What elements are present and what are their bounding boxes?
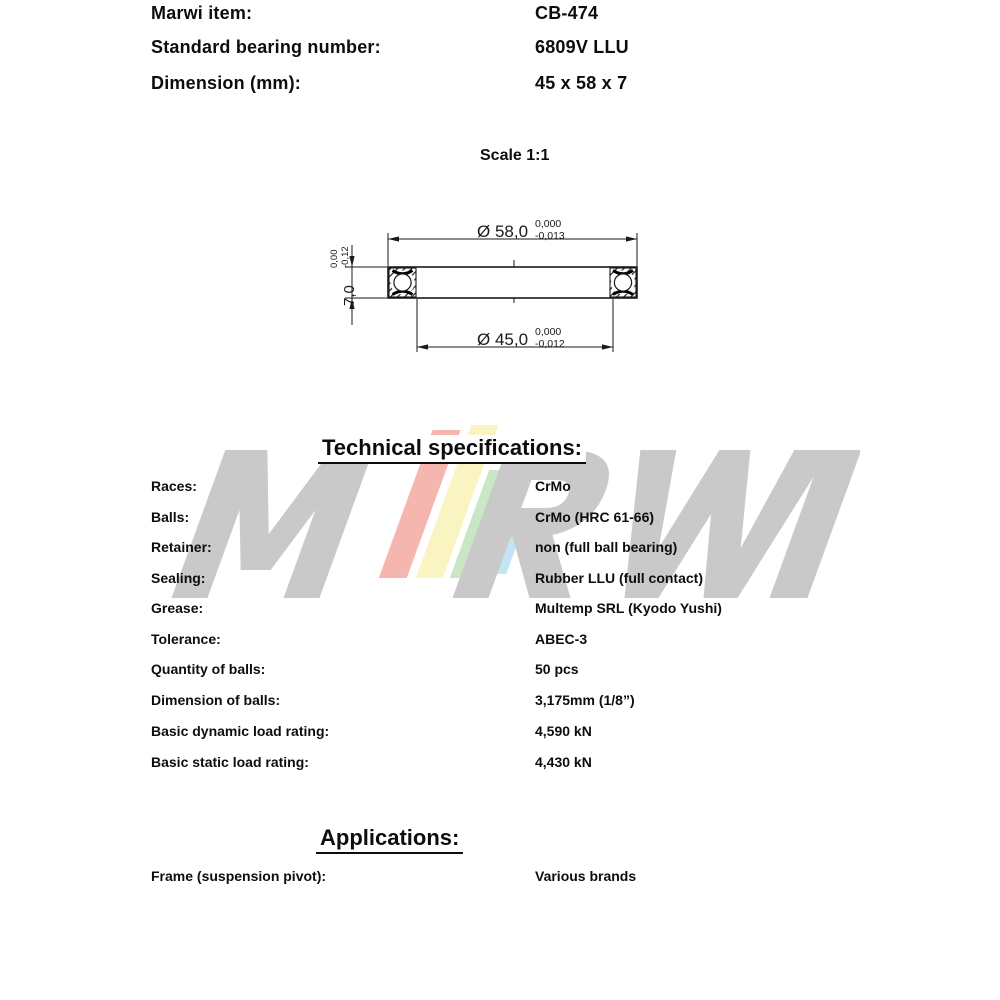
- spec-row: [0, 661, 1000, 685]
- spec-label: Dimension of balls:: [151, 692, 281, 708]
- inner-diameter-text: Ø 45,0: [477, 330, 529, 349]
- header-row: [0, 3, 1000, 27]
- spec-row: [0, 631, 1000, 655]
- header-row: [0, 37, 1000, 61]
- spec-label: Tolerance:: [151, 631, 221, 647]
- spec-row: [0, 509, 1000, 533]
- applications-heading: Applications:: [316, 825, 463, 854]
- inner-diameter-tol-upper: 0,000: [535, 326, 562, 338]
- outer-diameter-tol-lower: -0,013: [535, 230, 565, 242]
- header-value: CB-474: [535, 3, 599, 23]
- width-dim-text: 7,0: [341, 285, 358, 306]
- right-ball: [614, 274, 631, 291]
- spec-label: Races:: [151, 478, 197, 494]
- spec-value: 3,175mm (1/8”): [535, 692, 635, 708]
- application-value: Various brands: [535, 868, 637, 884]
- spec-label: Grease:: [151, 600, 204, 616]
- width-dim-tol-upper: 0,00: [329, 249, 340, 268]
- spec-row: [0, 723, 1000, 747]
- width-dim-tol-lower: -0,12: [340, 246, 351, 268]
- spec-label: Balls:: [151, 509, 190, 525]
- header-label: Marwi item:: [151, 3, 253, 23]
- inner-diameter-tol-lower: -0,012: [535, 338, 565, 350]
- scale-label: Scale 1:1: [480, 147, 550, 164]
- outer-diameter-tol-upper: 0,000: [535, 218, 562, 230]
- spec-value: 4,590 kN: [535, 723, 592, 739]
- header-label: Standard bearing number:: [151, 37, 381, 57]
- left-ball: [394, 274, 411, 291]
- spec-label: Quantity of balls:: [151, 661, 266, 677]
- spec-value: CrMo: [535, 478, 571, 494]
- application-label: Frame (suspension pivot):: [151, 868, 327, 884]
- spec-label: Basic dynamic load rating:: [151, 723, 330, 739]
- application-row: [0, 868, 1000, 892]
- spec-row: [0, 539, 1000, 563]
- outer-diameter-text: Ø 58,0: [477, 222, 529, 241]
- spec-label: Sealing:: [151, 570, 206, 586]
- spec-value: non (full ball bearing): [535, 539, 678, 555]
- bearing-cross-section-drawing: [300, 200, 680, 370]
- spec-row: [0, 754, 1000, 778]
- spec-label: Basic static load rating:: [151, 754, 309, 770]
- bearing-body: [388, 267, 637, 298]
- spec-value: ABEC-3: [535, 631, 588, 647]
- spec-row: [0, 600, 1000, 624]
- spec-row: [0, 692, 1000, 716]
- header-label: Dimension (mm):: [151, 73, 302, 93]
- spec-value: Rubber LLU (full contact): [535, 570, 703, 586]
- spec-value: CrMo (HRC 61-66): [535, 509, 655, 525]
- spec-row: [0, 478, 1000, 502]
- header-value: 6809V LLU: [535, 37, 629, 57]
- header-value: 45 x 58 x 7: [535, 73, 628, 93]
- tech-specs-heading: Technical specifications:: [318, 435, 586, 464]
- spec-value: 50 pcs: [535, 661, 579, 677]
- spec-value: Multemp SRL (Kyodo Yushi): [535, 600, 722, 616]
- spec-label: Retainer:: [151, 539, 212, 555]
- spec-value: 4,430 kN: [535, 754, 592, 770]
- spec-row: [0, 570, 1000, 594]
- header-row: [0, 73, 1000, 97]
